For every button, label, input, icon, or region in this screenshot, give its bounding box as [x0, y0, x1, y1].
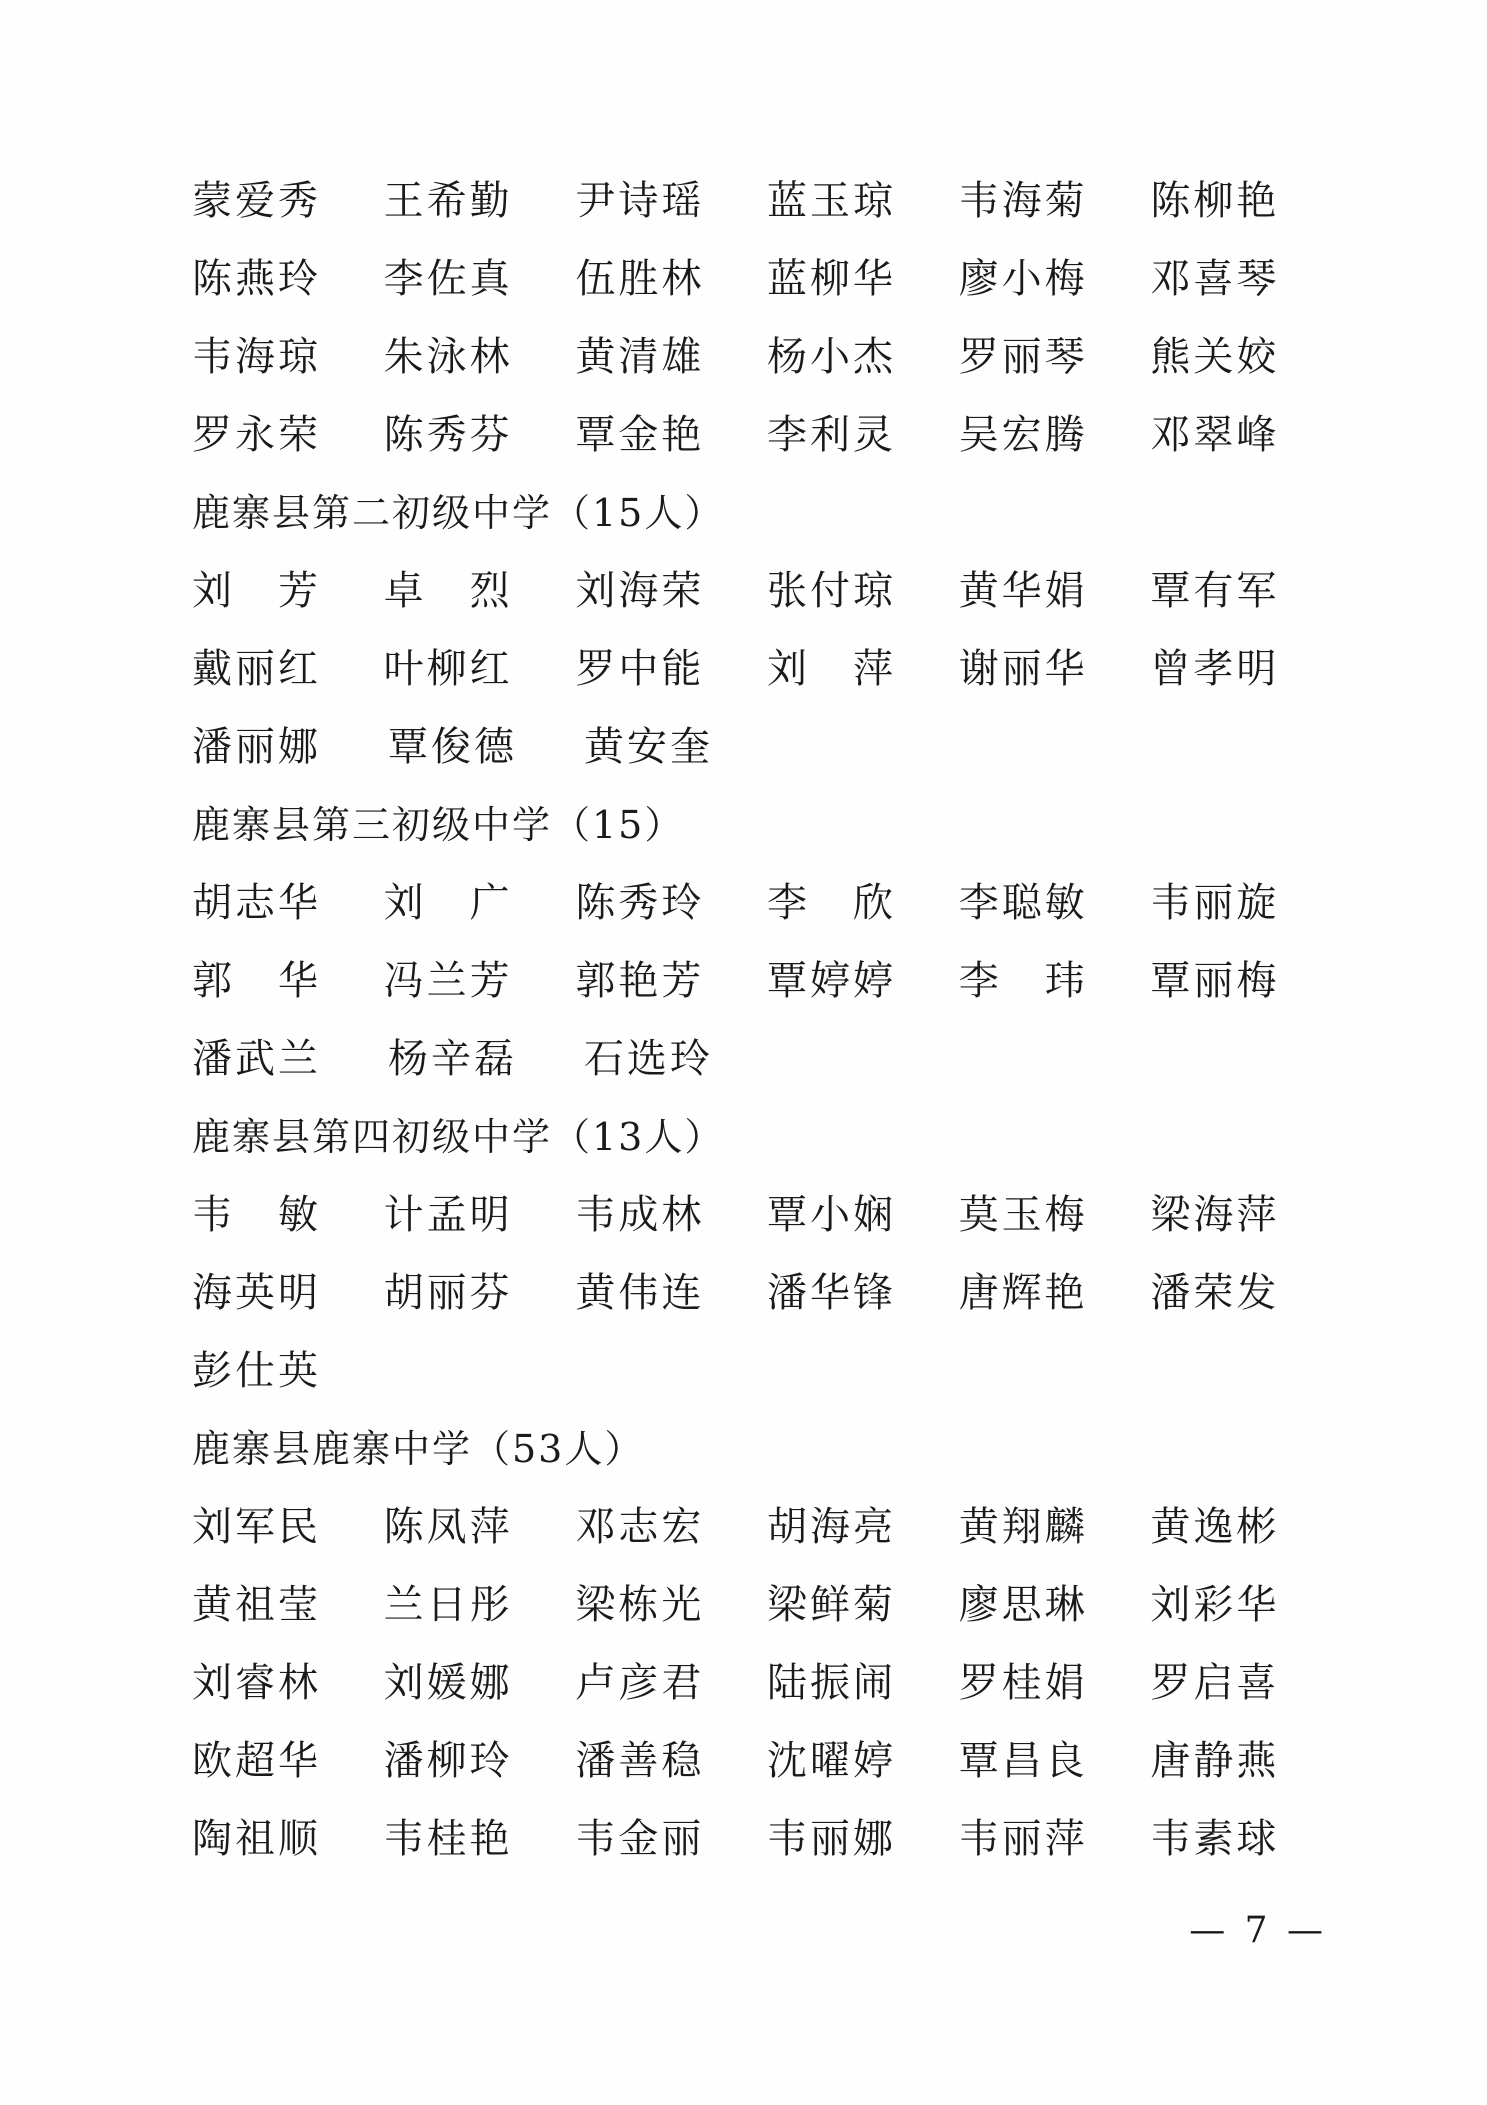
person-name: 覃昌良	[958, 1737, 1088, 1784]
person-name: 陆振闹	[767, 1659, 897, 1706]
name-list	[192, 158, 1342, 1874]
person-name: 卓 烈	[383, 567, 513, 614]
person-name: 兰日彤	[383, 1581, 513, 1628]
person-name: 韦海菊	[958, 177, 1088, 224]
name-row	[192, 392, 1342, 470]
person-name: 戴丽红	[192, 645, 321, 692]
person-name: 朱泳林	[383, 333, 513, 380]
person-name: 吴宏腾	[958, 411, 1088, 458]
name-row	[192, 1562, 1342, 1640]
person-name: 罗启喜	[1150, 1659, 1280, 1706]
person-name: 覃有军	[1150, 567, 1280, 614]
person-name: 石选玲	[584, 1035, 713, 1082]
name-row	[192, 1328, 1342, 1406]
name-row	[192, 314, 1342, 392]
person-name: 梁鲜菊	[767, 1581, 897, 1628]
person-name: 罗丽琴	[958, 333, 1088, 380]
person-name: 李 玮	[958, 957, 1088, 1004]
person-name: 罗中能	[575, 645, 705, 692]
person-name: 黄伟连	[575, 1269, 705, 1316]
person-name: 覃俊德	[388, 723, 517, 770]
person-name: 邓志宏	[575, 1503, 705, 1550]
person-name: 海英明	[192, 1269, 321, 1316]
person-name: 廖思琳	[958, 1581, 1088, 1628]
person-name: 熊关姣	[1150, 333, 1280, 380]
person-name: 刘睿林	[192, 1659, 321, 1706]
person-name: 韦丽萍	[958, 1815, 1088, 1862]
person-name: 黄华娟	[958, 567, 1088, 614]
person-name: 覃丽梅	[1150, 957, 1280, 1004]
person-name: 韦素球	[1150, 1815, 1280, 1862]
person-name: 黄逸彬	[1150, 1503, 1280, 1550]
person-name: 邓翠峰	[1150, 411, 1280, 458]
person-name: 叶柳红	[383, 645, 513, 692]
person-name: 李聪敏	[958, 879, 1088, 926]
name-row	[192, 1484, 1342, 1562]
person-name: 冯兰芳	[383, 957, 513, 1004]
person-name: 伍胜林	[575, 255, 705, 302]
person-name: 覃金艳	[575, 411, 705, 458]
person-name: 韦海琼	[192, 333, 321, 380]
person-name: 蒙爱秀	[192, 177, 321, 224]
person-name: 杨辛磊	[388, 1035, 517, 1082]
name-row	[192, 938, 1342, 1016]
name-row	[192, 704, 1342, 782]
school-heading: 鹿寨县第三初级中学（15）	[192, 802, 685, 847]
person-name: 罗永荣	[192, 411, 321, 458]
person-name: 韦丽娜	[767, 1815, 897, 1862]
name-row	[192, 860, 1342, 938]
person-name: 刘媛娜	[383, 1659, 513, 1706]
person-name: 卢彦君	[575, 1659, 705, 1706]
person-name: 陈秀芬	[383, 411, 513, 458]
person-name: 陈柳艳	[1150, 177, 1280, 224]
name-row	[192, 236, 1342, 314]
person-name: 沈曜婷	[767, 1737, 897, 1784]
person-name: 黄祖莹	[192, 1581, 321, 1628]
person-name: 刘彩华	[1150, 1581, 1280, 1628]
person-name: 潘荣发	[1150, 1269, 1280, 1316]
person-name: 覃小娴	[767, 1191, 897, 1238]
person-name: 李佐真	[383, 255, 513, 302]
person-name: 梁海萍	[1150, 1191, 1280, 1238]
person-name: 郭艳芳	[575, 957, 705, 1004]
person-name: 计孟明	[383, 1191, 513, 1238]
person-name: 陶祖顺	[192, 1815, 321, 1862]
person-name: 覃婷婷	[767, 957, 897, 1004]
person-name: 李利灵	[767, 411, 897, 458]
person-name: 韦桂艳	[383, 1815, 513, 1862]
name-row	[192, 158, 1342, 236]
person-name: 潘柳玲	[383, 1737, 513, 1784]
person-name: 刘军民	[192, 1503, 321, 1550]
person-name: 韦成林	[575, 1191, 705, 1238]
person-name: 刘海荣	[575, 567, 705, 614]
person-name: 陈秀玲	[575, 879, 705, 926]
person-name: 张付琼	[767, 567, 897, 614]
person-name: 彭仕英	[192, 1347, 321, 1394]
person-name: 潘善稳	[575, 1737, 705, 1784]
person-name: 胡海亮	[767, 1503, 897, 1550]
school-heading: 鹿寨县第四初级中学（13人）	[192, 1114, 725, 1159]
person-name: 李 欣	[767, 879, 897, 926]
person-name: 郭 华	[192, 957, 321, 1004]
person-name: 黄清雄	[575, 333, 705, 380]
name-row	[192, 626, 1342, 704]
person-name: 韦丽旋	[1150, 879, 1280, 926]
name-row	[192, 1718, 1342, 1796]
person-name: 蓝柳华	[767, 255, 897, 302]
person-name: 谢丽华	[958, 645, 1088, 692]
person-name: 唐辉艳	[958, 1269, 1088, 1316]
person-name: 刘 广	[383, 879, 513, 926]
person-name: 潘武兰	[192, 1035, 321, 1082]
name-row	[192, 1250, 1342, 1328]
person-name: 潘华锋	[767, 1269, 897, 1316]
page-number: — 7 —	[1189, 1910, 1327, 1951]
person-name: 唐静燕	[1150, 1737, 1280, 1784]
person-name: 王希勤	[383, 177, 513, 224]
person-name: 曾孝明	[1150, 645, 1280, 692]
person-name: 罗桂娟	[958, 1659, 1088, 1706]
name-row	[192, 1016, 1342, 1094]
person-name: 刘 萍	[767, 645, 897, 692]
person-name: 潘丽娜	[192, 723, 321, 770]
person-name: 莫玉梅	[958, 1191, 1088, 1238]
person-name: 梁栋光	[575, 1581, 705, 1628]
name-row	[192, 548, 1342, 626]
person-name: 陈凤萍	[383, 1503, 513, 1550]
person-name: 杨小杰	[767, 333, 897, 380]
person-name: 刘 芳	[192, 567, 321, 614]
person-name: 廖小梅	[958, 255, 1088, 302]
person-name: 陈燕玲	[192, 255, 321, 302]
person-name: 尹诗瑶	[575, 177, 705, 224]
person-name: 黄翔麟	[958, 1503, 1088, 1550]
person-name: 胡志华	[192, 879, 321, 926]
name-row	[192, 1172, 1342, 1250]
name-row	[192, 1796, 1342, 1874]
school-heading: 鹿寨县鹿寨中学（53人）	[192, 1426, 645, 1471]
person-name: 韦金丽	[575, 1815, 705, 1862]
person-name: 胡丽芬	[383, 1269, 513, 1316]
school-heading: 鹿寨县第二初级中学（15人）	[192, 490, 725, 535]
person-name: 邓喜琴	[1150, 255, 1280, 302]
name-row	[192, 1640, 1342, 1718]
person-name: 欧超华	[192, 1737, 321, 1784]
person-name: 黄安奎	[584, 723, 713, 770]
person-name: 韦 敏	[192, 1191, 321, 1238]
person-name: 蓝玉琼	[767, 177, 897, 224]
